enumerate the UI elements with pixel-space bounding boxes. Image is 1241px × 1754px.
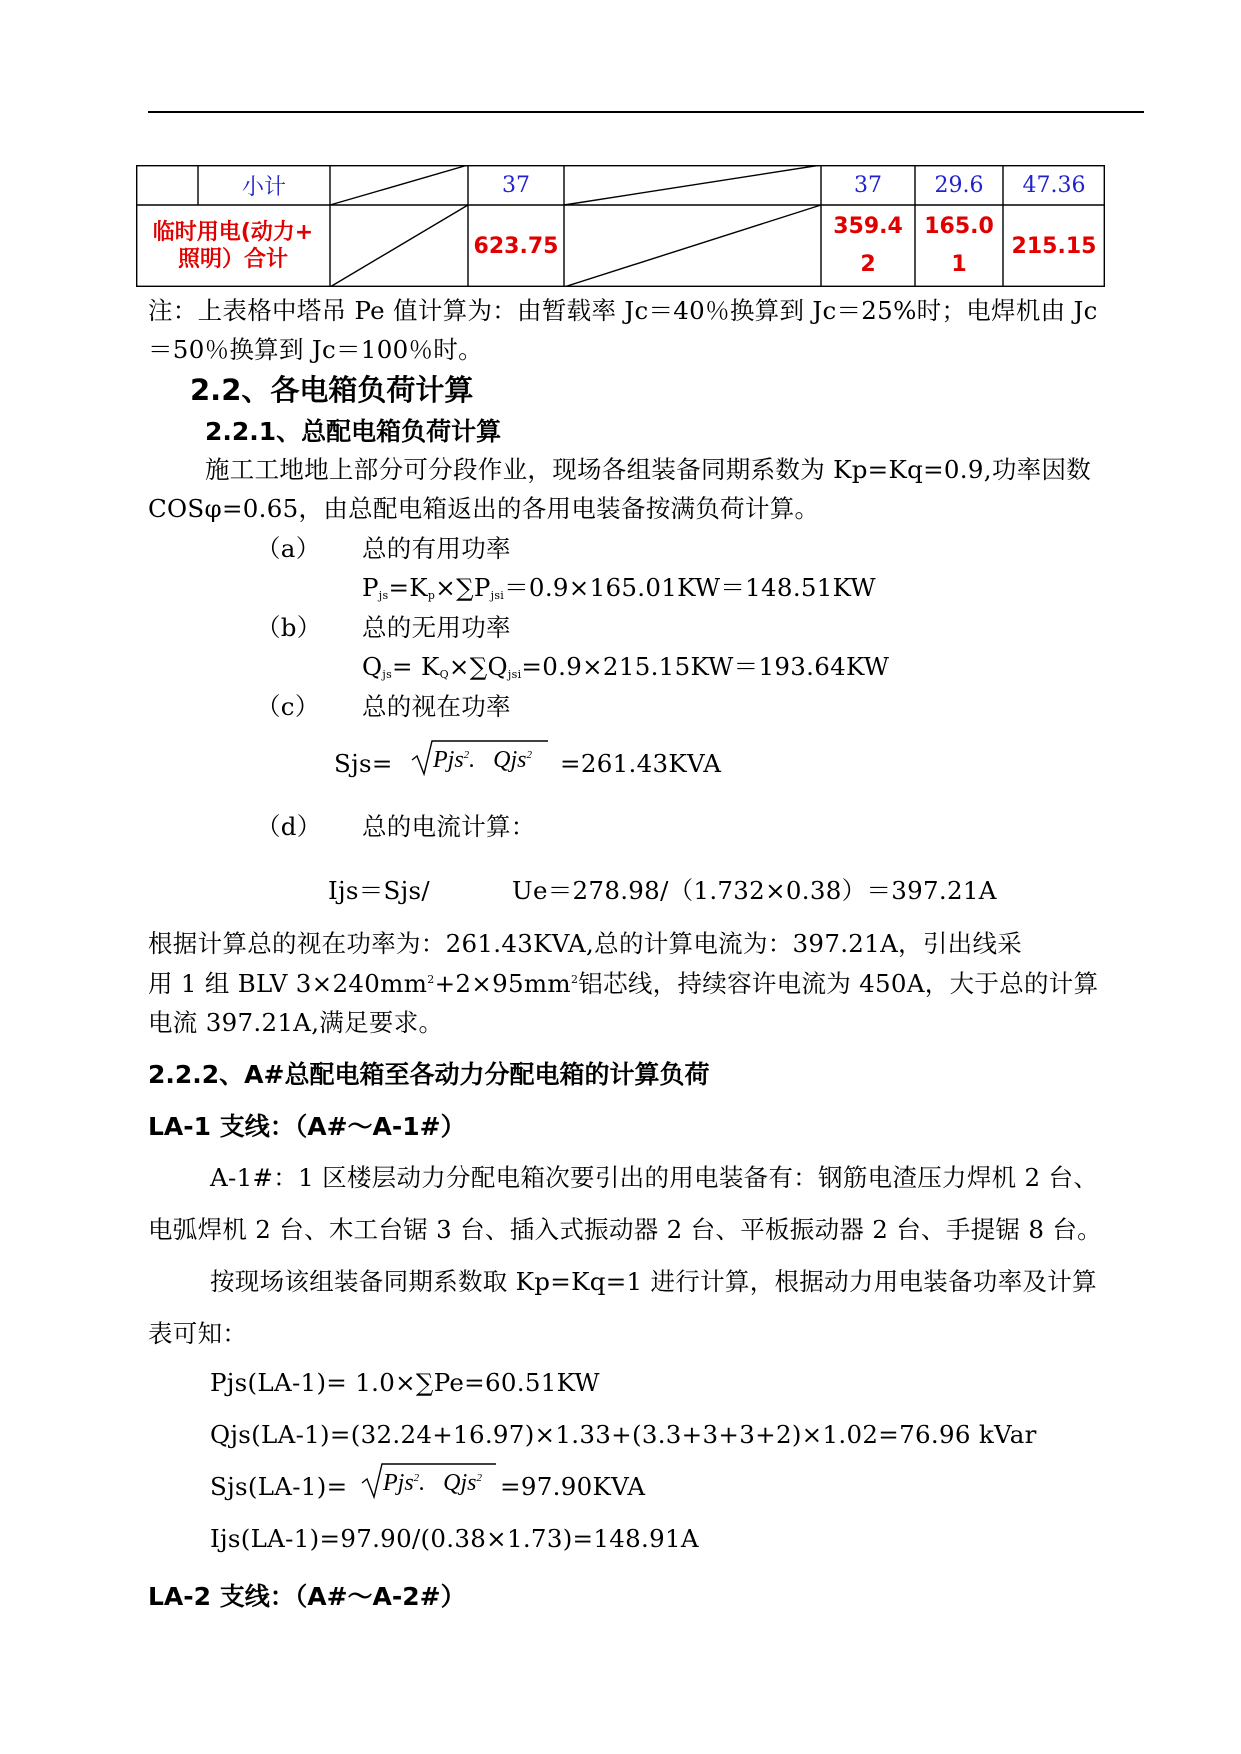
para-line1: 施工工地地上部分可分段作业，现场各组装备同期系数为 Kp=Kq=0.9,功率因数 (205, 455, 1092, 484)
la1-sjs-radicand: Pjs$^2$. Qjs$^2$ (383, 1470, 483, 1496)
la1-line2: 电弧焊机 2 台、木工台锯 3 台、插入式振动器 2 台、平板振动器 2 台、手提锯 8 台。 (148, 1215, 1102, 1244)
la1-qjs: Qjs(LA-1)=(32.24+16.97)×1.33+(3.3+3+3+2)×1.02=76.96 kVar (210, 1420, 1037, 1449)
subtotal-pe: 37 (502, 172, 530, 198)
header-rule (148, 111, 1144, 113)
sjs-radicand: Pjs$^2$. Qjs$^2$ (433, 747, 533, 773)
item-a-marker: （a） (256, 534, 321, 563)
total-col2 (915, 205, 1003, 287)
total-col2-line2: 1 (951, 252, 967, 277)
section-2-2-2-title: 2.2.2、A#总配电箱至各动力分配电箱的计算负荷 (148, 1060, 710, 1089)
la1-title: LA-1 支线：（A#～A-1#） (148, 1112, 466, 1141)
load-table (136, 165, 1105, 287)
item-a-formula: $P_{js}=K_p\times\sum P_{jsi}=0.9\times 165.01KW=148.51KW$ (362, 573, 876, 602)
ijs-lhs: Ijs＝Sjs/ (328, 876, 430, 905)
la1-sjs-rhs: =97.90KVA (500, 1472, 646, 1501)
total-label-line1: 临时用电(动力+ (152, 220, 314, 245)
subtotal-label: 小计 (241, 174, 286, 200)
section-2-2-title: 2.2、各电箱负荷计算 (190, 373, 474, 407)
la2-title: LA-2 支线：（A#～A-2#） (148, 1582, 466, 1611)
item-d-marker: （d） (256, 812, 322, 841)
la1-ijs: Ijs(LA-1)=97.90/(0.38×1.73)=148.91A (210, 1524, 699, 1553)
subtotal-col1: 37 (854, 172, 882, 198)
conclusion-line1: 根据计算总的视在功率为：261.43KVA,总的计算电流为：397.21A，引出线采 (148, 929, 1023, 958)
total-col1 (821, 205, 915, 287)
conclusion-line2: 用 1 组 BLV $3\times 240mm^2+2\times 95mm^2$铝芯线，持续容许电流为 450A，大于总的计算 (148, 969, 1099, 998)
item-c-title: 总的视在功率 (362, 692, 511, 721)
item-a-title: 总的有用功率 (362, 534, 511, 563)
conclusion-line3: 电流 397.21A,满足要求。 (148, 1008, 444, 1037)
la1-line1: A-1#：1 区楼层动力分配电箱次要引出的用电装备有：钢筋电渣压力焊机 2 台、 (210, 1163, 1099, 1192)
item-b-marker: （b） (256, 613, 322, 642)
la1-line3: 按现场该组装备同期系数取 Kp=Kq=1 进行计算，根据动力用电装备功率及计算 (210, 1267, 1097, 1296)
la1-pjs: Pjs(LA-1)= 1.0×∑Pe=60.51KW (210, 1368, 600, 1397)
item-d-title: 总的电流计算： (362, 812, 536, 841)
note-line1: 注：上表格中塔吊 Pe 值计算为：由暂载率 Jc＝40％换算到 Jc＝25%时；电焊机由 Jc (148, 296, 1098, 325)
total-col2-line1: 165.0 (924, 214, 994, 239)
subtotal-col2: 29.6 (934, 172, 984, 198)
item-b-formula: $Q_{js}= K_Q\times\sum Q_{jsi}=0.9\times 215.15KW=193.64KW$ (362, 652, 890, 681)
la1-line4: 表可知： (148, 1319, 248, 1348)
subtotal-col3: 47.36 (1022, 172, 1086, 198)
section-2-2-1-title: 2.2.1、总配电箱负荷计算 (205, 417, 502, 446)
total-label (136, 205, 330, 287)
sjs-lhs: Sjs= (334, 749, 393, 778)
la1-sjs-lhs: Sjs(LA-1)= (210, 1472, 348, 1501)
total-col1-line2: 2 (860, 252, 876, 277)
note-line2: ＝50％换算到 Jc＝100％时。 (148, 335, 483, 364)
ijs-rhs: Ue＝278.98/（1.732×0.38）＝397.21A (512, 876, 997, 905)
total-col3: 215.15 (1011, 233, 1097, 259)
total-col1-line1: 359.4 (833, 214, 903, 239)
sjs-rhs: =261.43KVA (560, 749, 722, 778)
item-c-marker: （c） (256, 692, 320, 721)
total-label-line2: 照明）合计 (177, 247, 288, 272)
total-pe: 623.75 (473, 233, 559, 259)
item-b-title: 总的无用功率 (362, 613, 511, 642)
para-line2: COSφ=0.65，由总配电箱返出的各用电装备按满负荷计算。 (148, 494, 820, 523)
